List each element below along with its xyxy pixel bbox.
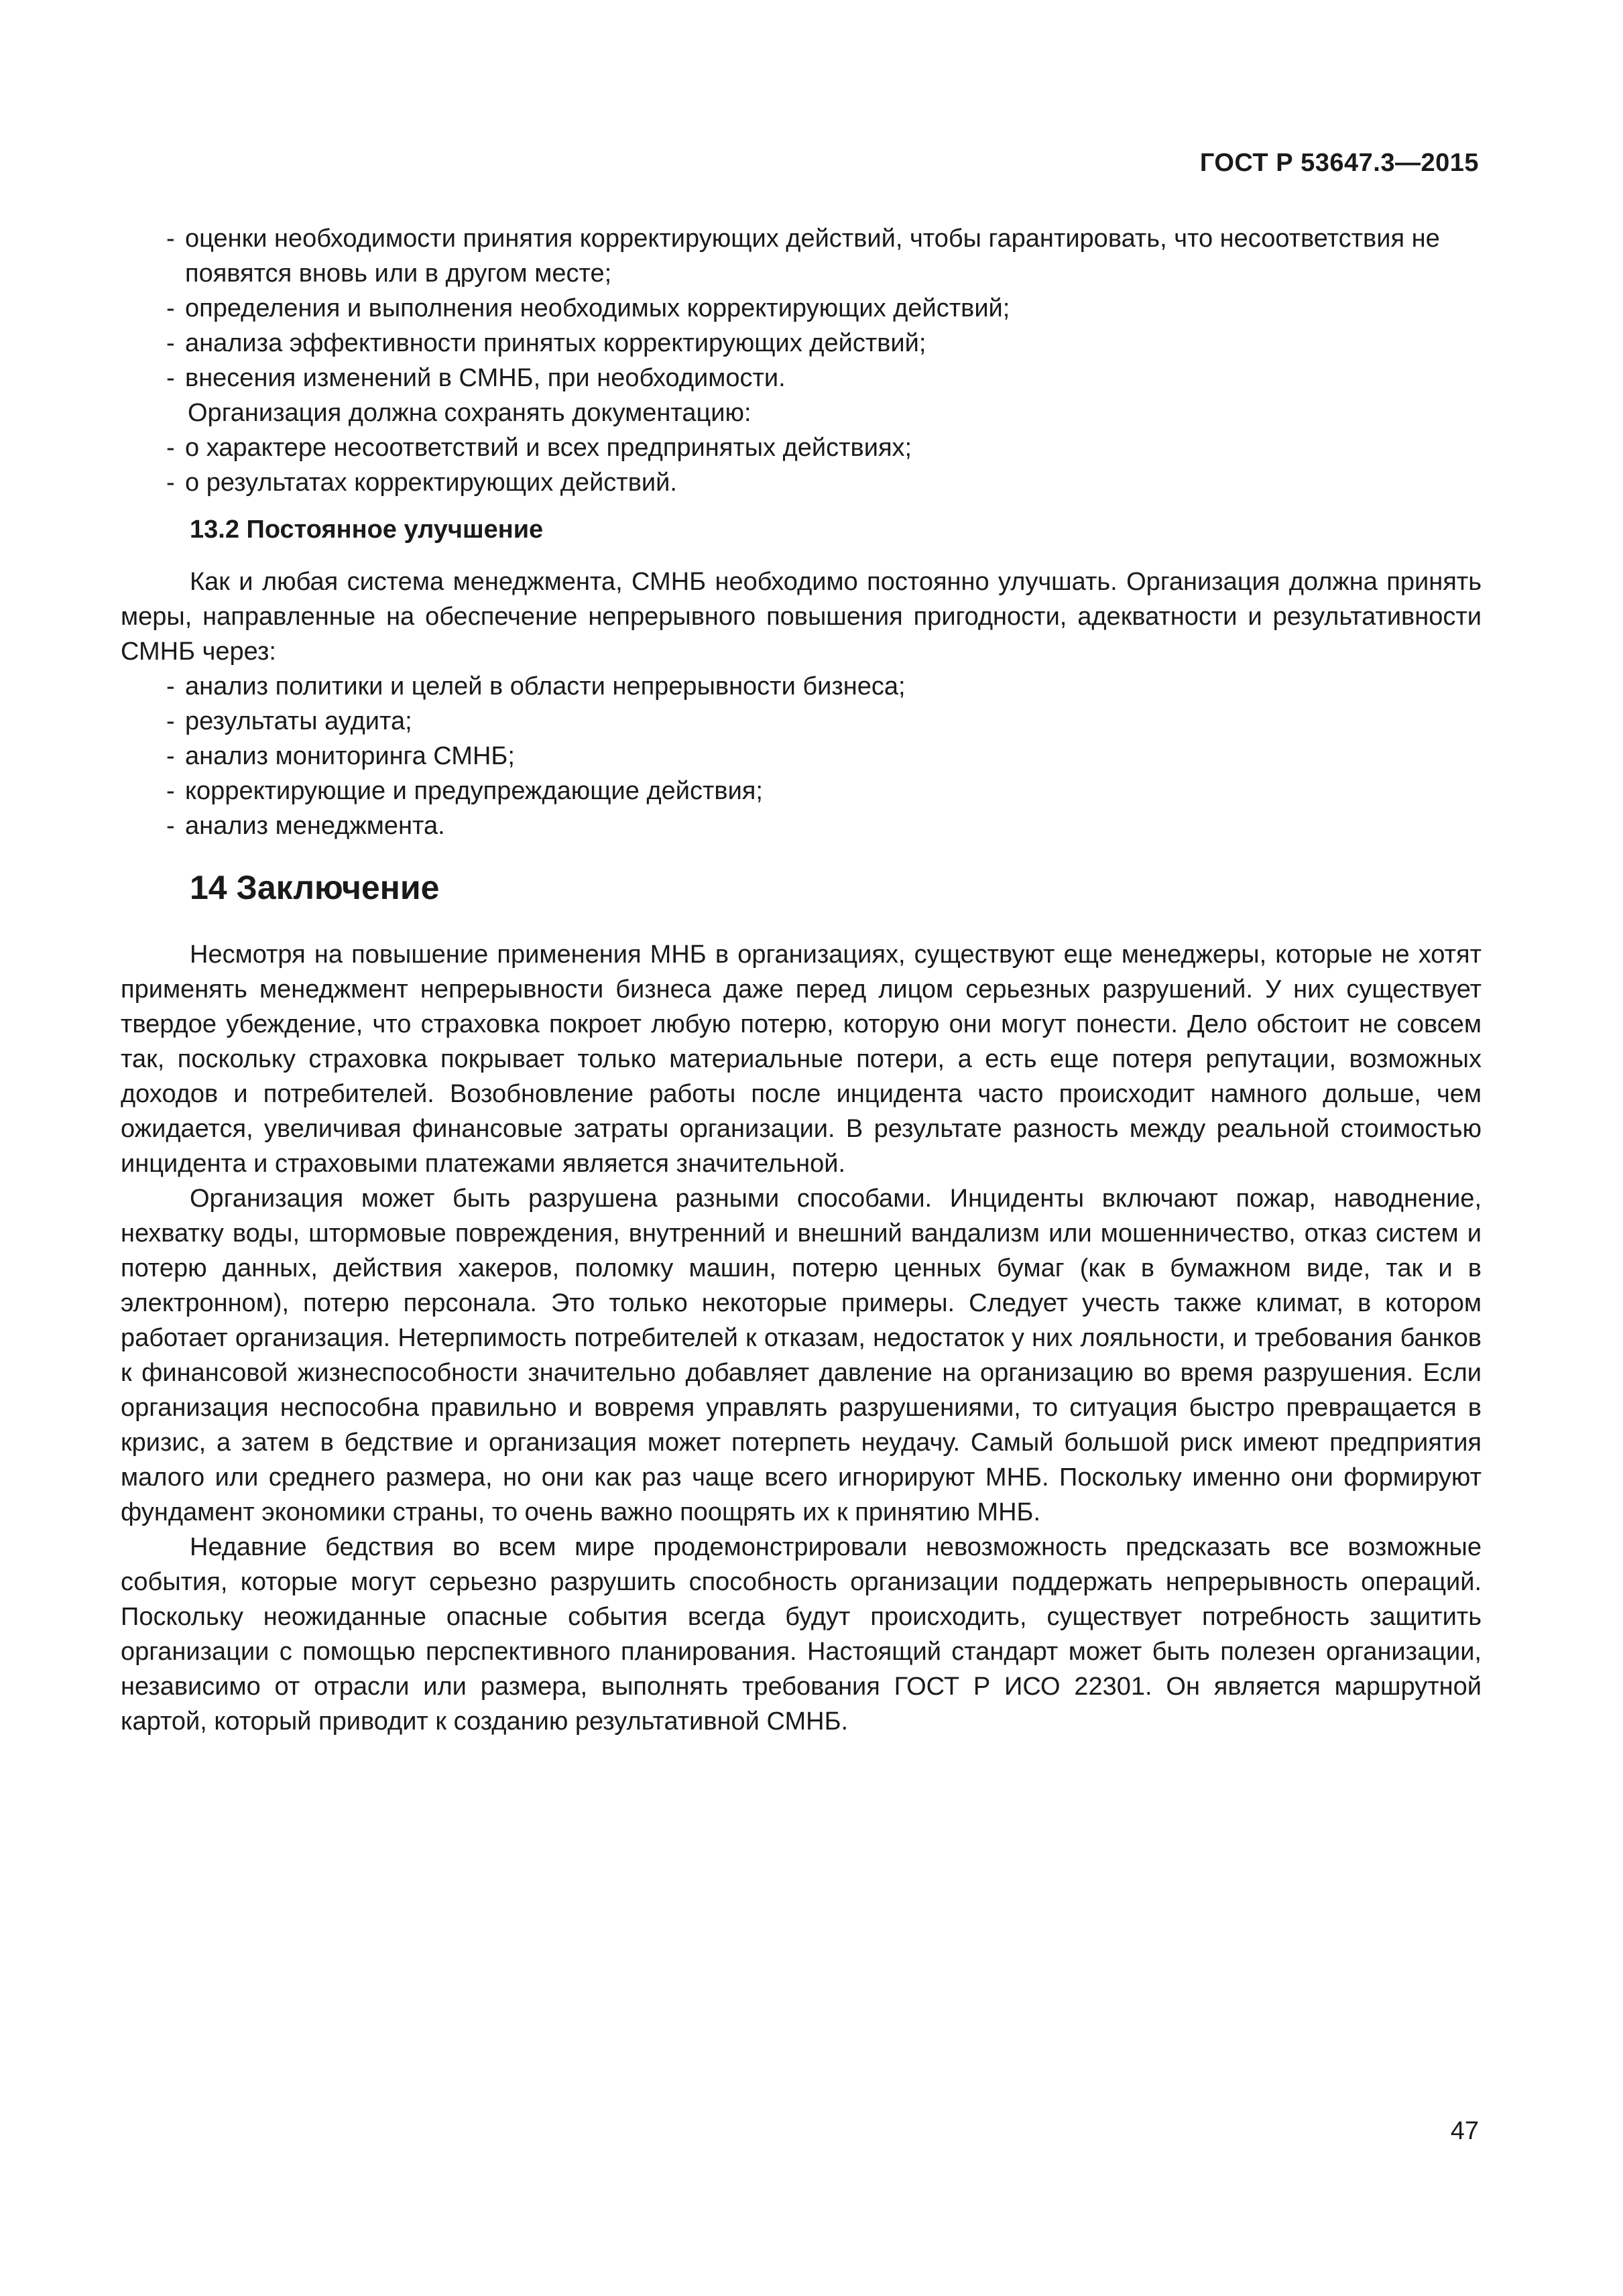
list-item: - оценки необходимости принятия корректирующих действий, чтобы гарантировать, что несоответствия не появятся вновь или в другом месте; bbox=[166, 225, 1440, 288]
list-item: - о результатах корректирующих действий. bbox=[166, 469, 677, 497]
documentation-list bbox=[121, 430, 1482, 500]
list-item: - определения и выполнения необходимых корректирующих действий; bbox=[166, 294, 1010, 322]
corrective-actions-list bbox=[121, 221, 1482, 396]
paragraph: Организация может быть разрушена разными способами. Инциденты включают пожар, наводнение, нехватку воды, штормовые повреждения, внутренний и внешний вандализм или мошенничество, отказ систем и потерю данных, действия хакеров, поломку машин, потерю ценных бумаг (как в бумажном виде, так и в электронном), потерю персонала. Это только некоторые примеры. Следует учесть также климат, в котором работает организация. Нетерпимость потребителей к отказам, недостаток у них лояльности, и требования банков к финансовой жизнеспособности значительно добавляет давление на организацию во время разрушения. Если организация неспособна правильно и вовремя управлять разрушениями, то ситуация быстро превращается в кризис, а затем в бедствие и организация может потерпеть неудачу. Самый большой риск имеют предприятия малого или среднего размера, но они как раз чаще всего игнорируют МНБ. Поскольку именно они формируют фундамент экономики страны, то очень важно поощрять их к принятию МНБ. bbox=[121, 1185, 1482, 1526]
list-item: - о характере несоответствий и всех предпринятых действиях; bbox=[166, 434, 912, 462]
list-item: - анализ менеджмента. bbox=[166, 812, 445, 840]
page-number: 47 bbox=[1450, 2117, 1479, 2145]
subsection-title-13-2: 13.2 Постоянное улучшение bbox=[190, 516, 544, 544]
improvement-list bbox=[121, 669, 1482, 843]
list-item: - результаты аудита; bbox=[166, 707, 412, 735]
list-item: - внесения изменений в СМНБ, при необходимости. bbox=[166, 364, 786, 392]
documentation-note: Организация должна сохранять документацию: bbox=[188, 399, 752, 427]
document-id-header: ГОСТ Р 53647.3—2015 bbox=[1199, 149, 1479, 177]
list-item: - анализ мониторинга СМНБ; bbox=[166, 742, 515, 770]
section-title-14: 14 Заключение bbox=[190, 869, 440, 906]
list-item: - анализа эффективности принятых корректирующих действий; bbox=[166, 329, 926, 357]
paragraph: Как и любая система менеджмента, СМНБ необходимо постоянно улучшать. Организация должна принять меры, направленные на обеспечение непрерывного повышения пригодности, адекватности и результативности СМНБ через: bbox=[121, 568, 1482, 666]
page-body bbox=[121, 221, 1482, 1739]
list-item: - корректирующие и предупреждающие действия; bbox=[166, 777, 763, 805]
list-item: - анализ политики и целей в области непрерывности бизнеса; bbox=[166, 672, 906, 701]
paragraph: Несмотря на повышение применения МНБ в организациях, существуют еще менеджеры, которые не хотят применять менеджмент непрерывности бизнеса даже перед лицом серьезных разрушений. У них существует твердое убеждение, что страховка покроет любую потерю, которую они могут понести. Дело обстоит не совсем так, поскольку страховка покрывает только материальные потери, а есть еще потеря репутации, возможных доходов и потребителей. Возобновление работы после инцидента часто происходит намного дольше, чем ожидается, увеличивая финансовые затраты организации. В результате разность между реальной стоимостью инцидента и страховыми платежами является значительной. bbox=[121, 941, 1482, 1178]
paragraph: Недавние бедствия во всем мире продемонстрировали невозможность предсказать все возможные события, которые могут серьезно разрушить способность организации поддержать непрерывность операций. Поскольку неожиданные опасные события всегда будут происходить, существует потребность защитить организации с помощью перспективного планирования. Настоящий стандарт может быть полезен организации, независимо от отрасли или размера, выполнять требования ГОСТ Р ИСО 22301. Он является маршрутной картой, который приводит к созданию результативной СМНБ. bbox=[121, 1533, 1482, 1736]
